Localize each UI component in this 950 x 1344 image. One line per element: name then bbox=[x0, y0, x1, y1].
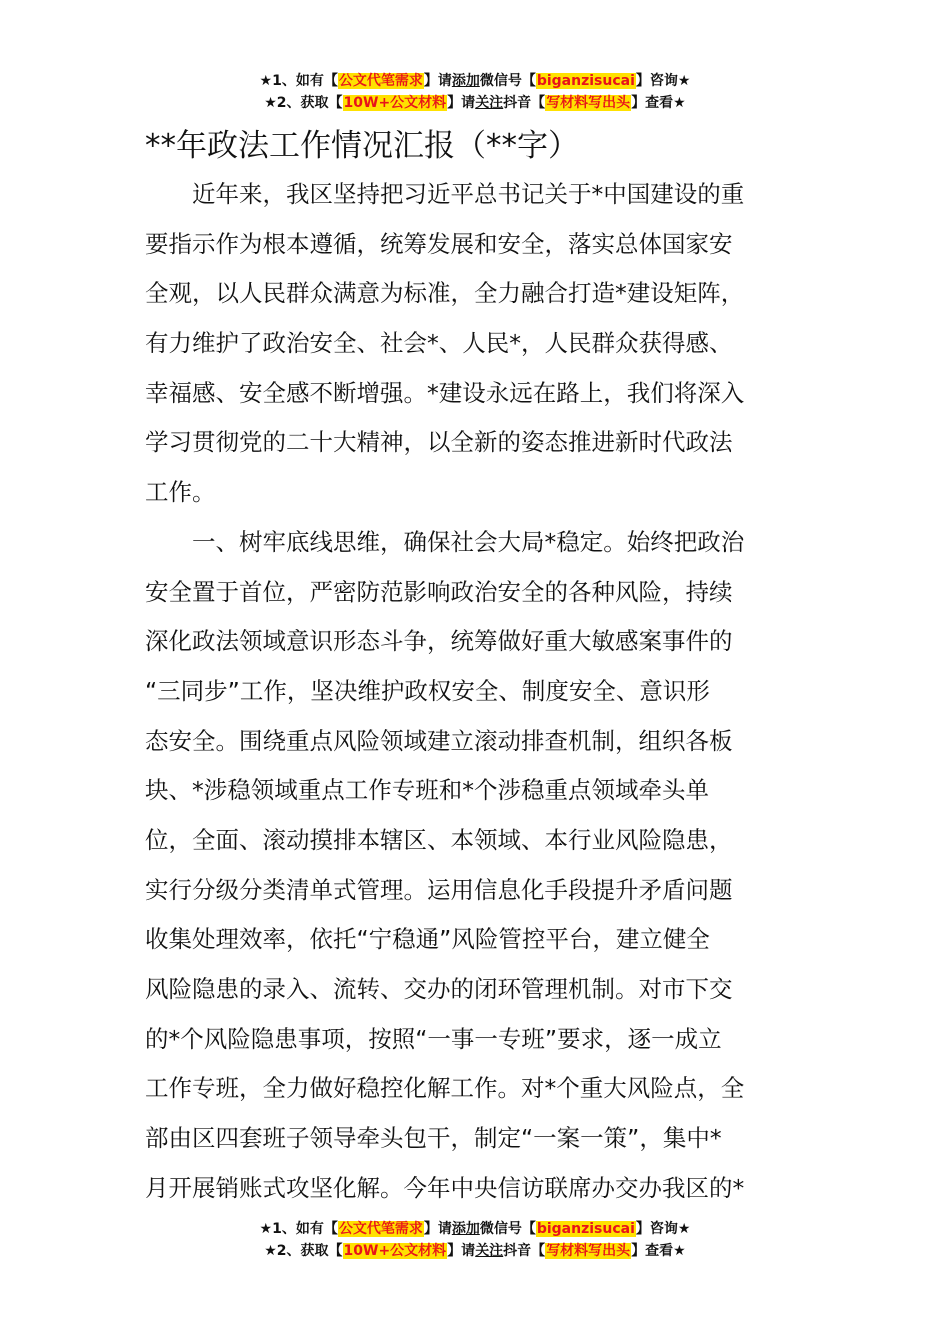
promo-highlight: 10W+公文材料 bbox=[343, 95, 447, 111]
body-line: 幸福感、安全感不断增强。*建设永远在路上，我们将深入 bbox=[145, 378, 745, 407]
promo-underlined: 关注 bbox=[475, 95, 504, 111]
body-line: 实行分级分类清单式管理。运用信息化手段提升矛盾问题 bbox=[145, 875, 733, 904]
bottom-promo-banner bbox=[0, 1218, 950, 1262]
body-line: 风险隐患的录入、流转、交办的闭环管理机制。对市下交 bbox=[145, 975, 733, 1003]
promo-text: 】查看★ bbox=[631, 95, 686, 111]
body-line: 全观，以人民群众满意为标准，全力融合打造*建设矩阵， bbox=[145, 279, 745, 308]
document-title: **年政法工作情况汇报（**字） bbox=[145, 128, 579, 164]
body-line: “三同步”工作，坚决维护政权安全、制度安全、意识形 bbox=[145, 676, 710, 705]
promo-highlight: 写材料写出头 bbox=[546, 1243, 631, 1259]
promo-text: ★2、获取【 bbox=[264, 95, 343, 111]
promo-line-1 bbox=[0, 70, 950, 92]
promo-highlight: 写材料写出头 bbox=[546, 95, 631, 111]
promo-text: 】请 bbox=[423, 1221, 452, 1237]
body-line: 块、*涉稳领域重点工作专班和*个涉稳重点领域牵头单 bbox=[145, 776, 709, 805]
promo-text: ★2、获取【 bbox=[264, 1243, 343, 1259]
body-line: 位，全面、滚动摸排本辖区、本领域、本行业风险隐患， bbox=[145, 825, 733, 854]
body-line: 有力维护了政治安全、社会*、人民*，人民群众获得感、 bbox=[145, 329, 733, 358]
promo-line-2 bbox=[0, 92, 950, 114]
promo-text: ★1、如有【 bbox=[259, 73, 338, 89]
body-line: 要指示作为根本遵循，统筹发展和安全，落实总体国家安 bbox=[145, 229, 733, 258]
promo-text: ★1、如有【 bbox=[259, 1221, 338, 1237]
body-line: 学习贯彻党的二十大精神，以全新的姿态推进新时代政法 bbox=[145, 428, 733, 457]
promo-line-1 bbox=[0, 1218, 950, 1240]
promo-highlight: biganzisucai bbox=[536, 1221, 635, 1237]
promo-highlight: 10W+公文材料 bbox=[343, 1243, 447, 1259]
promo-underlined: 添加 bbox=[451, 1221, 480, 1237]
body-line: 深化政法领域意识形态斗争，统筹做好重大敏感案事件的 bbox=[145, 627, 733, 656]
body-line: 态安全。围绕重点风险领域建立滚动排查机制，组织各板 bbox=[145, 726, 733, 755]
promo-text: 微信号【 bbox=[479, 1221, 536, 1237]
promo-line-2 bbox=[0, 1240, 950, 1262]
promo-underlined: 关注 bbox=[475, 1243, 504, 1259]
promo-text: 】请 bbox=[423, 73, 452, 89]
promo-highlight: 公文代笔需求 bbox=[338, 73, 423, 89]
body-line: 部由区四套班子领导牵头包干，制定“一案一策”，集中* bbox=[145, 1124, 722, 1153]
promo-text: 】请 bbox=[447, 1243, 476, 1259]
promo-text: 】咨询★ bbox=[635, 1221, 691, 1237]
body-line: 一、树牢底线思维，确保社会大局*稳定。始终把政治 bbox=[145, 527, 745, 556]
promo-text: 抖音【 bbox=[503, 95, 546, 111]
body-line: 工作专班，全力做好稳控化解工作。对*个重大风险点，全 bbox=[145, 1074, 745, 1103]
promo-text: 抖音【 bbox=[503, 1243, 546, 1259]
body-line: 近年来，我区坚持把习近平总书记关于*中国建设的重 bbox=[145, 180, 745, 208]
body-line: 的*个风险隐患事项，按照“一事一专班”要求，逐一成立 bbox=[145, 1024, 722, 1053]
body-line: 月开展销账式攻坚化解。今年中央信访联席办交办我区的* bbox=[145, 1173, 745, 1202]
top-promo-banner bbox=[0, 70, 950, 114]
promo-text: 】请 bbox=[447, 95, 476, 111]
promo-text: 微信号【 bbox=[479, 73, 536, 89]
body-line: 工作。 bbox=[145, 478, 216, 507]
promo-underlined: 添加 bbox=[451, 73, 480, 89]
body-line: 收集处理效率，依托“宁稳通”风险管控平台，建立健全 bbox=[145, 925, 710, 954]
promo-highlight: biganzisucai bbox=[536, 73, 635, 89]
body-line: 安全置于首位，严密防范影响政治安全的各种风险，持续 bbox=[145, 577, 733, 606]
document-body bbox=[145, 170, 811, 1213]
promo-text: 】咨询★ bbox=[635, 73, 691, 89]
promo-text: 】查看★ bbox=[631, 1243, 686, 1259]
promo-highlight: 公文代笔需求 bbox=[338, 1221, 423, 1237]
